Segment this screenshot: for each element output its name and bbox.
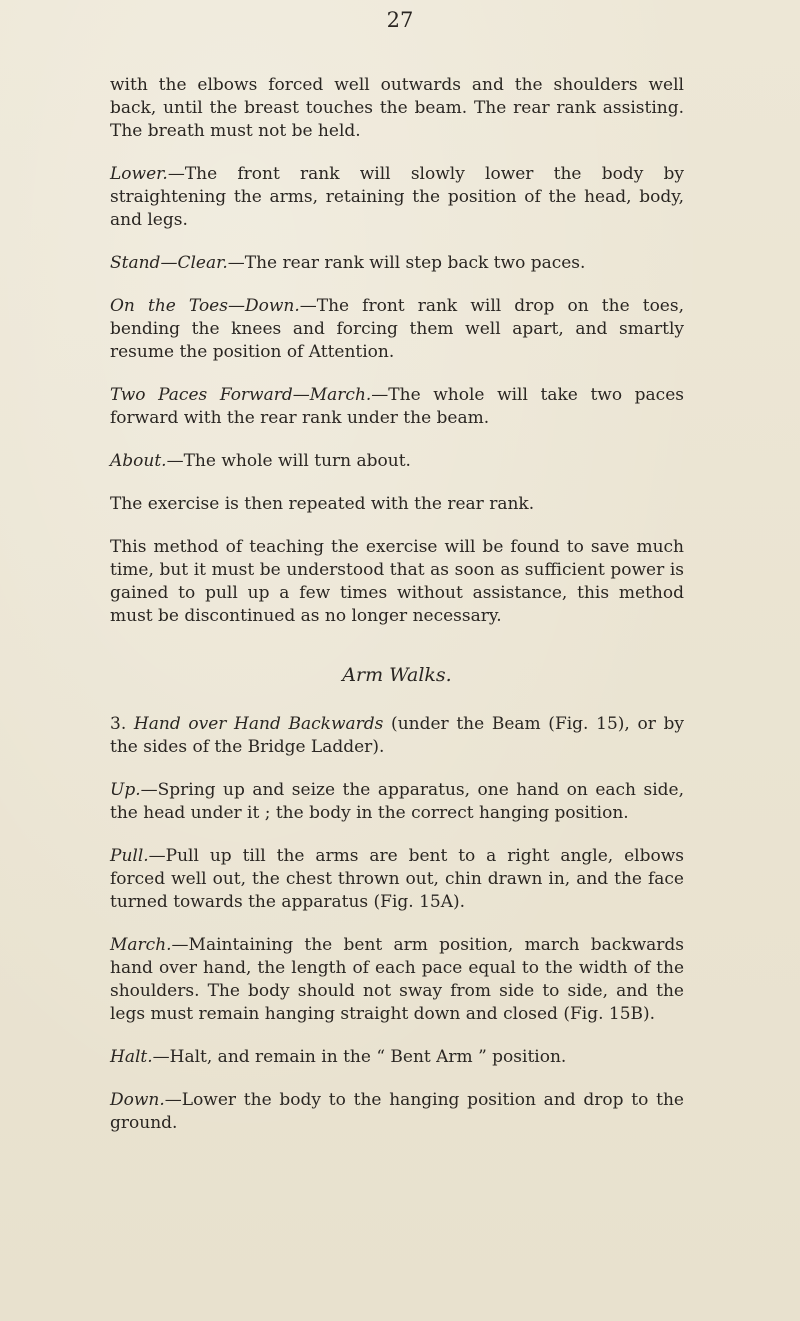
paragraph-text: —Halt, and remain in the “ Bent Arm ” position. bbox=[152, 1047, 567, 1067]
command-lead: On the Toes—Down. bbox=[110, 296, 300, 316]
paragraph-lower bbox=[110, 163, 684, 232]
paragraph-text: —The whole will take two paces forward with the rear rank under the beam. bbox=[110, 385, 684, 428]
page-body bbox=[110, 74, 684, 1155]
command-lead: Pull. bbox=[110, 846, 149, 866]
paragraph-continuation bbox=[110, 74, 684, 143]
command-lead: Down. bbox=[110, 1090, 165, 1110]
command-lead: Up. bbox=[110, 780, 141, 800]
command-lead: Lower. bbox=[110, 164, 168, 184]
exercise-3-intro bbox=[110, 713, 684, 759]
paragraph-text: —Spring up and seize the apparatus, one hand on each side, the head under it ; the body in the correct hanging position. bbox=[110, 780, 684, 823]
paragraph-text: —Lower the body to the hanging position and drop to the ground. bbox=[110, 1090, 684, 1133]
page-number: 27 bbox=[386, 8, 414, 32]
command-lead: Stand—Clear. bbox=[110, 253, 228, 273]
paragraph-repeat bbox=[110, 493, 684, 516]
paragraph-text: —Maintaining the bent arm position, march backwards hand over hand, the length of each pace equal to the width of the shoulders. The body should not sway from side to side, and the legs must remain hanging straight down and closed (Fig. 15B). bbox=[110, 935, 684, 1024]
paragraph-march bbox=[110, 934, 684, 1026]
paragraph-text: The exercise is then repeated with the rear rank. bbox=[110, 494, 535, 514]
paragraph-method-note bbox=[110, 536, 684, 628]
section-heading: Arm Walks. bbox=[342, 664, 452, 686]
command-lead: Halt. bbox=[110, 1047, 153, 1067]
exercise-title: Hand over Hand Backwards bbox=[133, 714, 384, 734]
command-lead: March. bbox=[110, 935, 172, 955]
paragraph-text: —The front rank will drop on the toes, bending the knees and forcing them well apart, and smartly resume the position of Attention. bbox=[110, 296, 684, 362]
paragraph-halt bbox=[110, 1046, 684, 1069]
paragraph-text: This method of teaching the exercise will be found to save much time, but it must be understood that as soon as sufficient power is gained to pull up a few times without assistance, this method must be discontinued as no longer necessary. bbox=[110, 537, 684, 626]
paragraph-stand-clear bbox=[110, 252, 684, 275]
exercise-number: 3. bbox=[110, 714, 127, 734]
command-lead: About. bbox=[110, 451, 167, 471]
exercise-text: (under the Beam (Fig. 15), or by the sides of the Bridge Ladder). bbox=[110, 714, 684, 757]
command-lead: Two Paces Forward—March. bbox=[110, 385, 372, 405]
paragraph-text: —Pull up till the arms are bent to a right angle, elbows forced well out, the chest thrown out, chin drawn in, and the face turned towards the apparatus (Fig. 15A). bbox=[110, 846, 684, 912]
paragraph-text: —The rear rank will step back two paces. bbox=[227, 253, 586, 273]
paragraph-text: with the elbows forced well outwards and the shoulders well back, until the breast touches the beam. The rear rank assisting. The breath must not be held. bbox=[110, 75, 684, 141]
paragraph-about bbox=[110, 450, 684, 473]
paragraph-text: —The front rank will slowly lower the body by straightening the arms, retaining the position of the head, body, and legs. bbox=[110, 164, 684, 230]
paragraph-two-paces bbox=[110, 384, 684, 430]
paragraph-pull bbox=[110, 845, 684, 914]
paragraph-text: —The whole will turn about. bbox=[166, 451, 411, 471]
paragraph-on-the-toes bbox=[110, 295, 684, 364]
paragraph-up bbox=[110, 779, 684, 825]
paragraph-down bbox=[110, 1089, 684, 1135]
